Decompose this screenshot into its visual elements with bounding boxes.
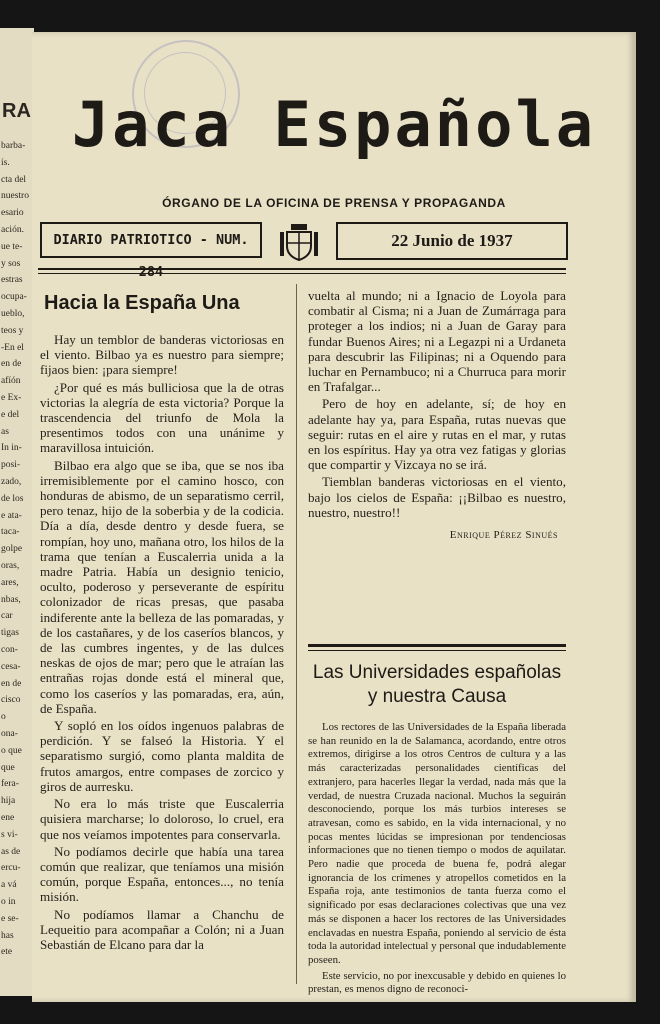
adjacent-page-fragment: oras,	[1, 561, 20, 571]
adjacent-page-fragment: o in	[1, 897, 16, 907]
adjacent-page-fragment: cisco	[1, 695, 21, 706]
paragraph: No podíamos decirle que había una tarea común que realizar, que teníamos una misión común, porque España, entonces..., no tenía misión.	[40, 843, 284, 905]
adjacent-page-fragment: barba-	[1, 141, 26, 151]
paragraph: Bilbao era algo que se iba, que se nos iba irremisiblemente por el camino hosco, con honduras de abismo, de un separatismo cerril, pero tenaz, hijo de la soberbia y de la codicia. Día a día, desde dentro y desde fuera, se rompían, hoy uno, mañana otro, los hilos de la trama que tenían a Euscalerria unida a la madre Patria. Había un designio tenicio, oculto, poderoso y perseverante de espíritu colonizador de ricas presas, que pasaba indiferente ante la belleza de las pomaradas, y de los castañares, y de los caseríos blancos, y de las cumbres ingentes, y de las dulces neskas de ojos de mar; pero que le atraían las entrañas rojas donde está el mineral que, como los caseríos y las pomaradas, era, aún, de España.	[40, 457, 284, 716]
adjacent-page-fragment: ís.	[1, 157, 10, 168]
adjacent-page-fragment: nuestro	[1, 191, 29, 202]
adjacent-page-fragment: ona-	[1, 729, 18, 739]
paragraph: Este servicio, no por inexcusable y debido en quienes lo prestan, es menos digno de reconoci-	[308, 969, 566, 996]
article-heading	[308, 661, 566, 709]
adjacent-page-fragment: e Ex-	[1, 393, 22, 403]
masthead-title: Jaca Española	[71, 88, 597, 161]
adjacent-page-fragment: as	[1, 426, 9, 437]
adjacent-page-fragment: hija	[1, 796, 16, 807]
paragraph: Pero de hoy en adelante, sí; de hoy en adelante hay ya, para España, rutas nuevas que seguir: rutas en el aire y rutas en el mar, y rutas en los espíritus. Hay ya otra vez fatigas y glorias que compartir y Vizcaya no se irá.	[308, 396, 566, 473]
article-heading: Hacia la España Una	[44, 292, 240, 314]
paragraph: Hay un temblor de banderas victoriosas en el viento. Bilbao ya es nuestro para siempre; fijaos bien: ¡para siempre!	[40, 332, 284, 378]
adjacent-page-fragment: esario	[1, 208, 24, 219]
paragraph: Tiemblan banderas victoriosas en el viento, bajo los cielos de España: ¡¡Bilbao es nuestro, nuestro, nuestro!!	[308, 474, 566, 520]
adjacent-page-fragment: zado,	[1, 477, 22, 487]
adjacent-page-fragment: ocupa-	[1, 292, 27, 303]
adjacent-page-fragment: In in-	[1, 443, 22, 454]
adjacent-page-fragment: fera-	[1, 779, 19, 790]
adjacent-page-fragment: has	[1, 930, 14, 941]
masthead-subtitle: ÓRGANO DE LA OFICINA DE PRENSA Y PROPAGANDA	[162, 196, 506, 210]
article-universities	[308, 634, 566, 997]
paragraph: No podíamos llamar a Chanchu de Lequeitio para acompañar a Colón; ni a Juan Sebastián de Elcano para dar la	[40, 906, 284, 952]
adjacent-page-fragment: golpe	[1, 544, 23, 555]
adjacent-page-fragment: nbas,	[1, 594, 21, 605]
adjacent-page-fragment: -En el	[1, 342, 24, 353]
adjacent-page-fragment: ueblo,	[1, 309, 25, 319]
adjacent-page-fragment: posi-	[1, 460, 20, 471]
heading-line: y nuestra Causa	[367, 686, 507, 707]
article-right-continuation	[308, 288, 566, 543]
adjacent-page-fragment: e del	[1, 409, 20, 420]
adjacent-page-fragment: taca-	[1, 527, 20, 538]
adjacent-page-fragment: cta del	[1, 174, 27, 185]
article-left-column	[40, 290, 284, 952]
paragraph: ¿Por qué es más bulliciosa que la de otras victorias la alegría de esta victoria? Porque la trascendencia del triunfo de Mola la presentimos todos con una unánime y maravillosa intuición.	[40, 379, 284, 456]
author-signature: Enrique Pérez Sinués	[449, 529, 558, 542]
adjacent-page-fragment: cesa-	[1, 661, 21, 672]
adjacent-page-fragment: o que	[1, 745, 22, 756]
adjacent-page-fragment: y sos	[1, 258, 21, 269]
adjacent-page-fragment: con-	[1, 645, 18, 655]
section-divider	[308, 644, 566, 651]
paragraph: Los rectores de las Universidades de la España liberada se han reunido en la de Salamanca, acordando, entre otros extremos, dirigirse a los otros Centros de cultura y a las más caracterizadas personalidades científicas del extranjero, para hacerles llegar la verdad, nada más que la verdad, de nuestra Cruzada nacional. Muchos la seguirán desconociendo, porque los más turbios intereses se atravesan, como es sabido, en la vida internacional, y no pocas mentes lúcidas se impresionan por tendenciosas informaciones que no tienen tiempo o modos de aquilatar. Pero nadie que proceda de buena fe, podrá alegar ignorancia de los crímenes y atropellos cometidos en la España roja, ante testimonios de tanta fuerza como el significado por esas declaraciones colectivas que una vez más se disponen a hacer los rectores de las Universidades enclavadas en nuestra España, poniendo al servicio de ésta toda la autoridad intelectual y personal que indudablemente poseen.	[308, 721, 566, 966]
adjacent-page-fragment: teos y	[1, 325, 24, 336]
adjacent-page-letters: RA	[2, 100, 31, 122]
adjacent-page-fragment: ercu-	[1, 863, 21, 874]
adjacent-page-fragment: ue te-	[1, 241, 23, 252]
column-divider	[296, 284, 297, 984]
adjacent-page-fragment: estras	[1, 275, 23, 286]
adjacent-page-fragment: s vi-	[1, 829, 18, 840]
adjacent-page-fragment: en de	[1, 678, 22, 689]
adjacent-page-fragment: ete	[1, 947, 13, 958]
adjacent-page-edge	[0, 28, 34, 996]
adjacent-page-fragment: a vá	[1, 880, 17, 891]
adjacent-page-fragment: ares,	[1, 577, 19, 588]
paragraph: vuelta al mundo; ni a Ignacio de Loyola para combatir al Cisma; ni a Juan de Zumárraga para proteger a los indios; ni a Juan de Garay para fundar Buenos Aires; ni a Legazpi ni a Urdaneta para descubrir las Filipinas; ni a Oquendo para luchar en Pernambuco; ni a Churruca para morir en Trafalgar...	[308, 288, 566, 395]
adjacent-page-fragment: afíón	[1, 376, 21, 387]
coat-of-arms-icon	[278, 222, 320, 262]
adjacent-page-fragment: en de	[1, 359, 22, 370]
paragraph: Y sopló en los oídos ingenuos palabras de perdición. Y se falseó la Historia. Y el separatismo surgió, como planta maldita de frutos amargos, entre compases de zorcico y giros de aurresku.	[40, 718, 284, 794]
date-box: 22 Junio de 1937	[336, 222, 568, 260]
header-rule-thin	[38, 273, 566, 274]
issue-number-box: DIARIO PATRIOTICO - NUM. 284	[40, 222, 262, 258]
adjacent-page-fragment: de los	[1, 493, 24, 504]
heading-line: Las Universidades españolas	[312, 662, 562, 683]
header-rule	[38, 268, 566, 270]
adjacent-page-fragment: e ata-	[1, 510, 22, 521]
adjacent-page-fragment: tigas	[1, 628, 19, 639]
adjacent-page-fragment: car	[1, 611, 13, 622]
paragraph: No era lo más triste que Euscalerria quisiera marcharse; lo doloroso, lo cruel, era que nos veíamos impotentes para conservarla.	[40, 796, 284, 842]
adjacent-page-fragment: ación.	[1, 225, 24, 235]
adjacent-page-fragment: e se-	[1, 913, 19, 924]
adjacent-page-fragment: o	[1, 712, 6, 723]
adjacent-page-fragment: que	[1, 762, 15, 773]
adjacent-page-fragment: ene	[1, 813, 15, 823]
newspaper-page	[32, 32, 636, 1002]
adjacent-page-fragment: as de	[1, 846, 21, 857]
